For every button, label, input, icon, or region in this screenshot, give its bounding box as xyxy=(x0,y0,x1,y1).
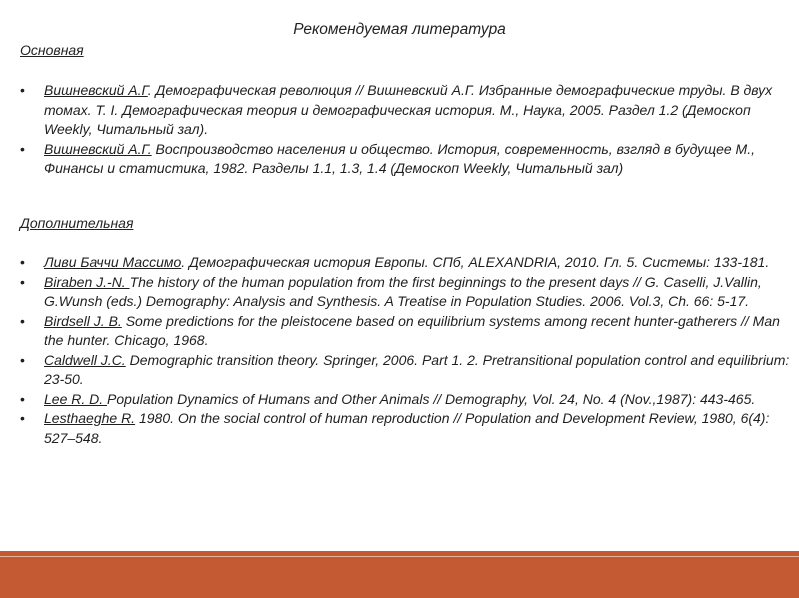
list-item xyxy=(20,253,790,273)
footer-accent-band xyxy=(0,551,799,598)
bullet-icon: • xyxy=(20,410,25,426)
list-item-author: Biraben J.-N. xyxy=(44,273,130,290)
main-section-heading: Основная xyxy=(20,42,84,58)
list-item-text: Some predictions for the pleistocene based on equilibrium systems among recent hunter-gatherers // Man the hunter. Chicago, 1968. xyxy=(44,312,780,348)
list-item-author: Вишневский А.Г xyxy=(44,82,148,98)
list-item xyxy=(20,81,790,140)
list-item xyxy=(20,409,790,448)
list-item-author: Ливи Баччи Массимо xyxy=(44,254,182,270)
list-item-text: The history of the human population from the first beginnings to the present days // G. Caselli, J.Vallin, G.Wunsh (eds.) Demography: Analysis and Synthesis. A Treatise in Population Studies. 2006. Vol.3, Ch. 66: 5-17. xyxy=(44,273,762,309)
list-item-text: Population Dynamics of Humans and Other Animals // Demography, Vol. 24, No. 4 (Nov.,1987): 443-465. xyxy=(107,390,756,407)
slide-title: Рекомендуемая литература xyxy=(293,21,506,38)
additional-literature-list xyxy=(20,253,790,448)
bullet-icon: • xyxy=(20,351,25,368)
list-item xyxy=(20,312,790,351)
bullet-icon: • xyxy=(20,273,25,290)
list-item-author: Birdsell J. B. xyxy=(44,312,122,329)
list-item-author: Lesthaeghe R. xyxy=(44,410,136,426)
list-item-author: Lee R. D. xyxy=(44,390,108,407)
bullet-icon: • xyxy=(20,140,25,157)
list-item xyxy=(20,390,790,410)
list-item-text: Demographic transition theory. Springer, 2006. Part 1. 2. Pretransitional population control and equilibrium: 23-50. xyxy=(44,351,790,387)
list-item xyxy=(20,351,790,390)
bullet-icon: • xyxy=(20,254,25,270)
bullet-icon: • xyxy=(20,82,25,98)
list-item-author: Caldwell J.C. xyxy=(44,351,126,368)
list-item xyxy=(20,140,790,179)
list-item-text: . Демографическая революция // Вишневский А.Г. Избранные демографические труды. В двух томах. Т. I. Демографическая теория и демографическая история. М., Наука, 2005. Раздел 1.2 (Демоскоп Weekly, Читальный зал). xyxy=(44,82,773,137)
footer-accent-line xyxy=(0,556,799,557)
bullet-icon: • xyxy=(20,390,25,407)
main-literature-list xyxy=(20,81,790,179)
additional-section-heading: Дополнительная xyxy=(20,215,134,231)
bullet-icon: • xyxy=(20,312,25,329)
list-item-author: Вишневский А.Г. xyxy=(44,140,152,157)
list-item-text: 1980. On the social control of human reproduction // Population and Development Review, 1980, 6(4): 527–548. xyxy=(44,410,770,446)
list-item xyxy=(20,273,790,312)
list-item-text: Воспроизводство населения и общество. История, современность, взгляд в будущее М., Финансы и статистика, 1982. Разделы 1.1, 1.3, 1.4 (Демоскоп Weekly, Читальный зал) xyxy=(44,140,755,176)
list-item-text: . Демографическая история Европы. СПб, ALEXANDRIA, 2010. Гл. 5. Системы: 133-181. xyxy=(181,254,770,270)
